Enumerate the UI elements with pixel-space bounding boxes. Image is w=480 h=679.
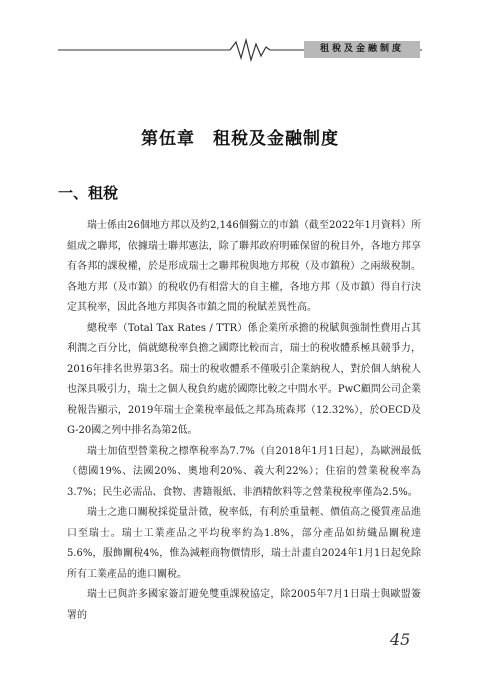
paragraph: 瑞士加值型營業稅之標準稅率為7.7%（自2018年1月1日起），為歐洲最低（德國19%、法國20%、奧地利20%、義大利22%）；住宿的營業稅稅率為3.7%；民生必需品、食物、書籍報紙、非酒精飲料等之營業稅稅率僅為2.5%。 bbox=[67, 445, 421, 498]
paragraph: 總稅率（Total Tax Rates / TTR）係企業所承擔的稅賦與強制性費用占其利潤之百分比，倘就總稅率負擔之國際比較而言，瑞士的稅收體系極具競爭力，2016年排名世界第3名。瑞士的稅收體系不僅吸引企業納稅人，對於個人納稅人也深具吸引力，瑞士之個人稅負約處於國際比較之中間水平。PwC顧問公司企業稅報告顯示，2019年瑞士企業稅率最低之邦為琉森邦（12.32%），於OECD及G-20國之列中排名為第2低。 bbox=[67, 322, 421, 436]
page-number: 45 bbox=[390, 630, 411, 649]
section-title: 一、租稅 bbox=[58, 184, 119, 202]
paragraph: 瑞士之進口關稅採從量計徵，稅率低，有利於重量輕、價值高之優質產品進口至瑞士。瑞士工業產品之平均稅率約為1.8%，部分產品如紡織品關稅達5.6%，服飾關稅4%，惟為減輕商物價情形，瑞士計畫自2024年1月1日起免除所有工業產品的進口關稅。 bbox=[67, 507, 421, 580]
body-text bbox=[67, 216, 421, 626]
paragraph: 瑞士已與許多國家簽訂避免雙重課稅協定，除2005年7月1日瑞士與歐盟簽署的 bbox=[67, 589, 421, 621]
paragraph: 瑞士係由26個地方邦以及約2,146個獨立的市鎮（截至2022年1月資料）所組成之聯邦，依據瑞士聯邦憲法，除了聯邦政府明確保留的稅目外，各地方邦享有各邦的課稅權，於是形成瑞士之聯邦稅與地方邦稅（及市鎮稅）之兩級稅制。各地方邦（及市鎮）的稅收仍有相當大的自主權，各地方邦（及市鎮）得自行決定其稅率，因此各地方邦與各市鎮之間的稅賦差異性高。 bbox=[67, 220, 421, 313]
chapter-title: 第伍章 租稅及金融制度 bbox=[141, 129, 339, 149]
running-header bbox=[0, 38, 480, 62]
header-label: 租稅及金融制度 bbox=[304, 41, 420, 58]
